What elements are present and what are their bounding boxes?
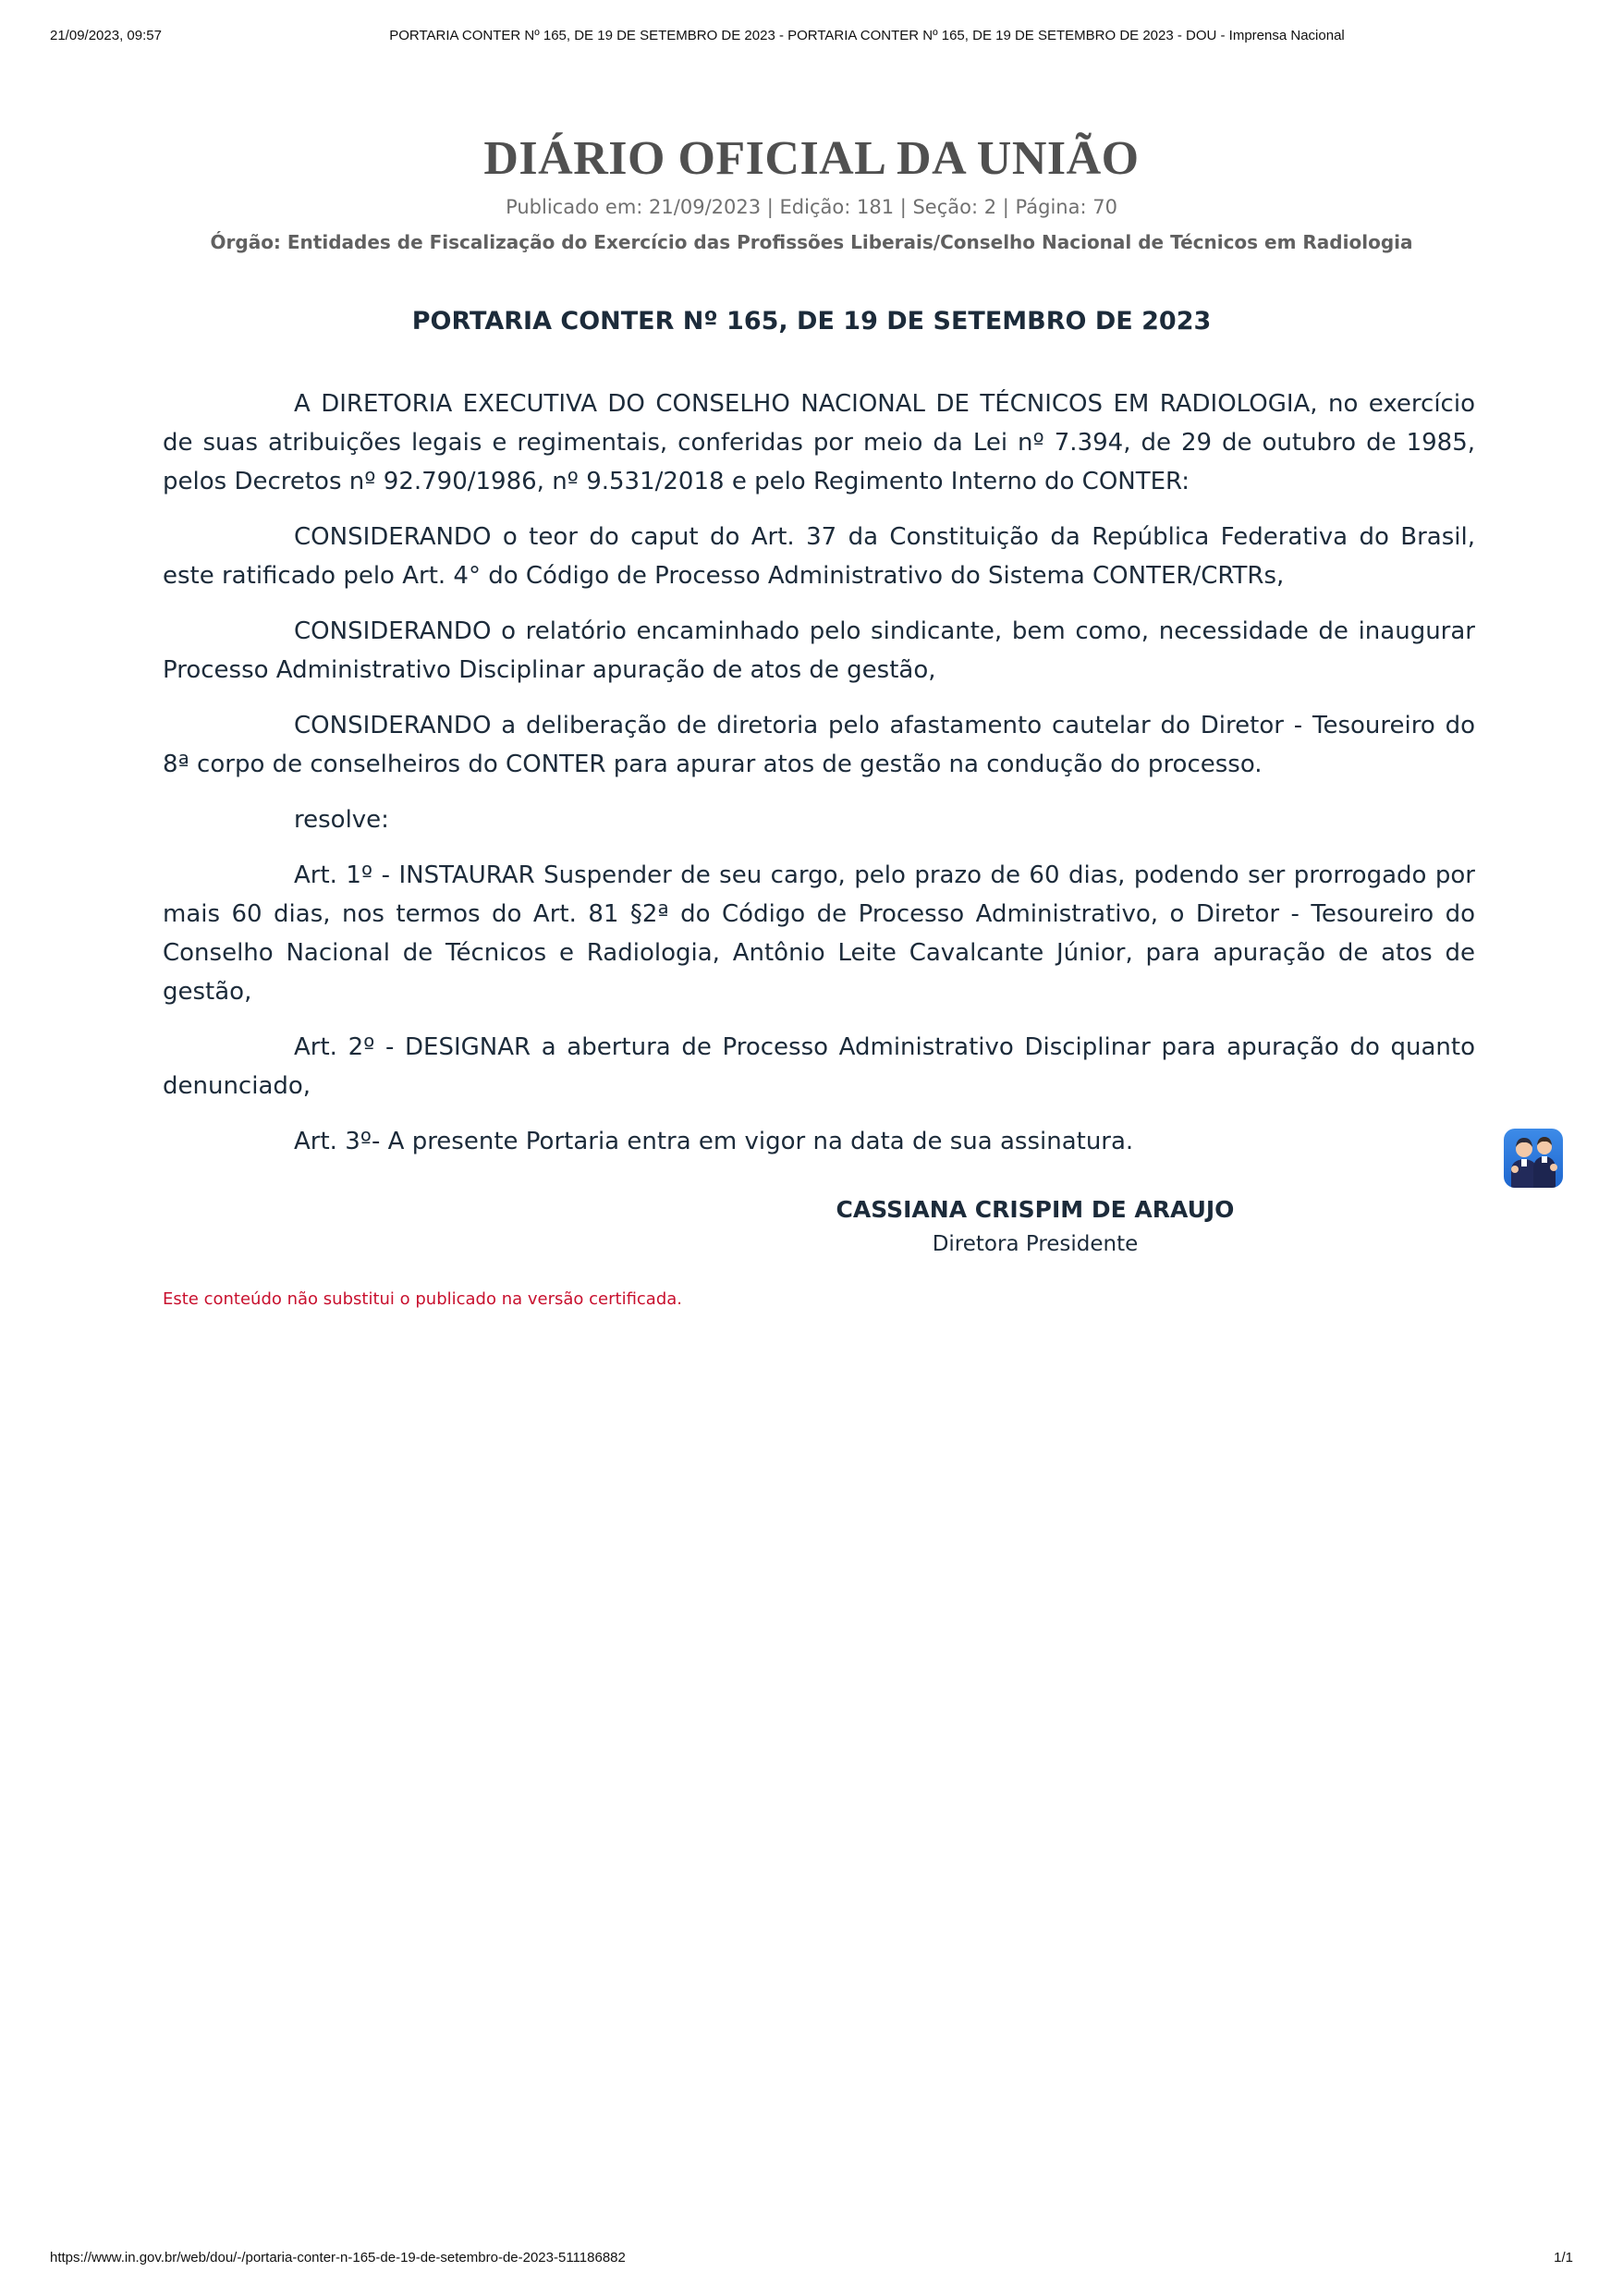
act-body [163, 385, 1475, 1178]
disclaimer-text: Este conteúdo não substitui o publicado na versão certificada. [163, 1289, 683, 1309]
page-count: 1/1 [1554, 2250, 1573, 2265]
considering-paragraph: CONSIDERANDO a deliberação de diretoria pelo afastamento cautelar do Diretor - Tesoureiro do 8ª corpo de conselheiros do CONTER para apurar atos de gestão na condução do processo. [163, 712, 1475, 778]
sign-language-avatars-icon [1504, 1129, 1563, 1188]
article-paragraph: Art. 1º - INSTAURAR Suspender de seu cargo, pelo prazo de 60 dias, podendo ser prorrogado por mais 60 dias, nos termos do Art. 81 §2ª do Código de Processo Administrativo, o Diretor - Tesoureiro do Conselho Nacional de Técnicos e Radiologia, Antônio Leite Cavalcante Júnior, para apuração de atos de gestão, [163, 861, 1475, 1006]
signature-block [767, 1196, 1303, 1256]
publication-info: Publicado em: 21/09/2023 | Edição: 181 | Seção: 2 | Página: 70 [506, 196, 1117, 218]
article-paragraph: Art. 3º- A presente Portaria entra em vigor na data de sua assinatura. [294, 1128, 1134, 1155]
considering-paragraph: CONSIDERANDO o teor do caput do Art. 37 da Constituição da República Federativa do Brasil, este ratificado pelo Art. 4° do Código de Processo Administrativo do Sistema CONTER/CRTRs, [163, 523, 1475, 590]
orgao-line: Órgão: Entidades de Fiscalização do Exercício das Profissões Liberais/Conselho Nacional de Técnicos em Radiologia [210, 231, 1413, 253]
print-datetime: 21/09/2023, 09:57 [50, 28, 162, 43]
act-title: PORTARIA CONTER Nº 165, DE 19 DE SETEMBRO DE 2023 [411, 307, 1212, 336]
considering-paragraph: CONSIDERANDO o relatório encaminhado pelo sindicante, bem como, necessidade de inaugurar Processo Administrativo Disciplinar apuração de atos de gestão, [163, 617, 1475, 684]
print-document-title: PORTARIA CONTER Nº 165, DE 19 DE SETEMBRO DE 2023 - PORTARIA CONTER Nº 165, DE 19 DE SETEMBRO DE 2023 - DOU - Imprensa Nacional [389, 28, 1345, 43]
signatory-role: Diretora Presidente [932, 1232, 1139, 1256]
preamble-paragraph: A DIRETORIA EXECUTIVA DO CONSELHO NACIONAL DE TÉCNICOS EM RADIOLOGIA, no exercício de suas atribuições legais e regimentais, conferidas por meio da Lei nº 7.394, de 29 de outubro de 1985, pelos Decretos nº 92.790/1986, nº 9.531/2018 e pelo Regimento Interno do CONTER: [163, 390, 1475, 495]
print-header [50, 28, 1573, 50]
print-footer [50, 2250, 1573, 2270]
resolve-paragraph: resolve: [294, 806, 389, 834]
masthead [0, 129, 1623, 253]
journal-name: DIÁRIO OFICIAL DA UNIÃO [483, 132, 1140, 185]
signatory-name: CASSIANA CRISPIM DE ARAUJO [836, 1196, 1235, 1223]
article-paragraph: Art. 2º - DESIGNAR a abertura de Processo Administrativo Disciplinar para apuração do quanto denunciado, [163, 1033, 1475, 1100]
page-url: https://www.in.gov.br/web/dou/-/portaria-conter-n-165-de-19-de-setembro-de-2023-511186882 [50, 2250, 626, 2265]
vlibras-accessibility-icon[interactable] [1504, 1129, 1563, 1188]
